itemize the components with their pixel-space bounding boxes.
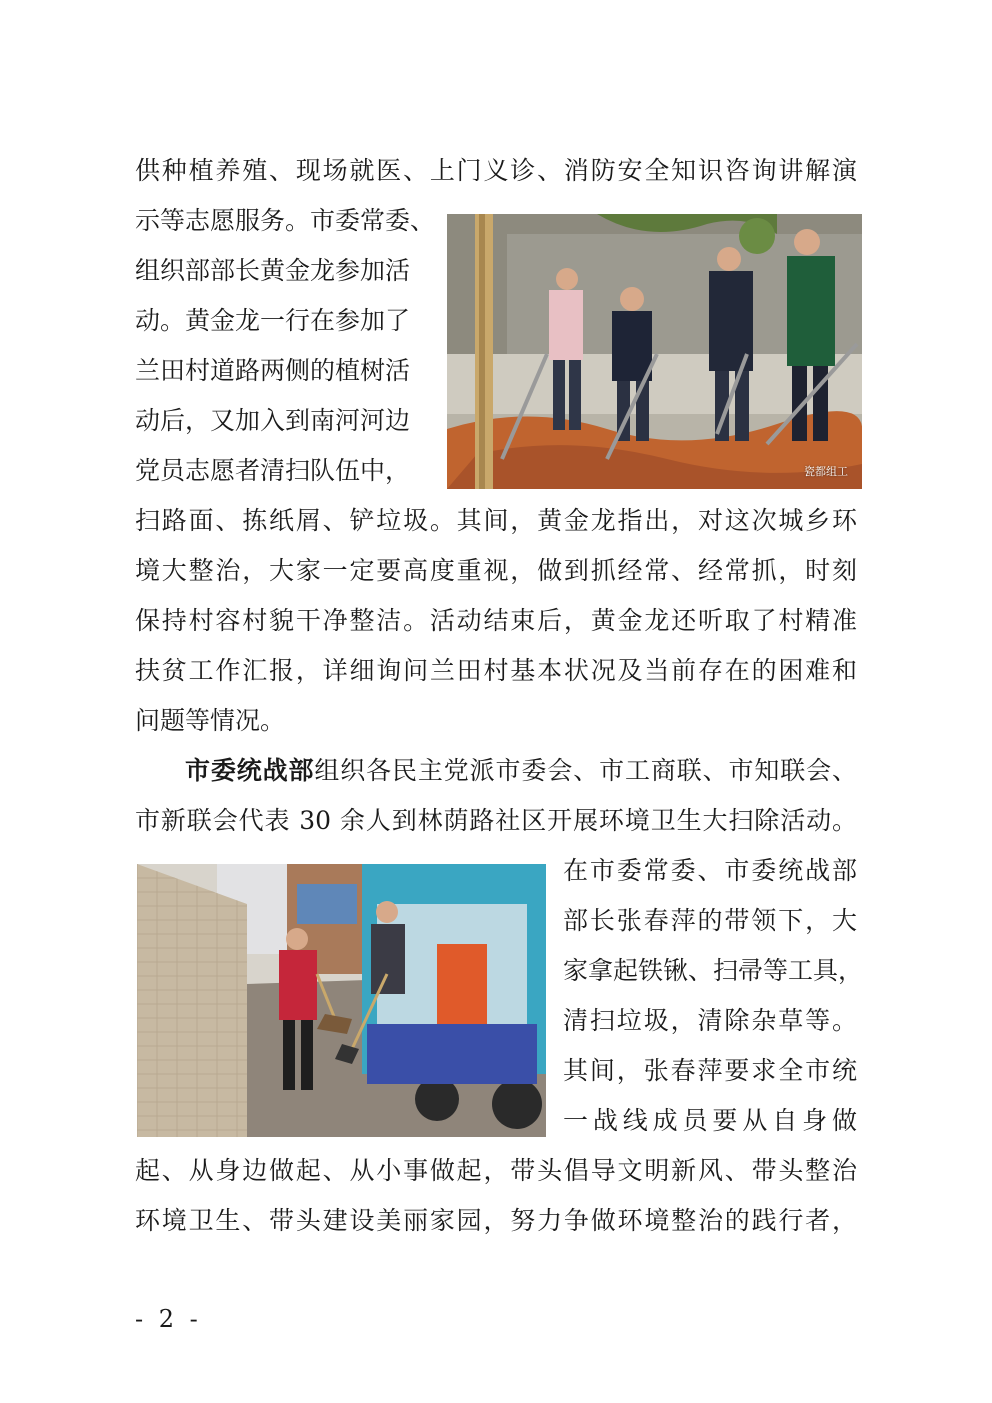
text-line: 供种植养殖、现场就医、上门义诊、消防安全知识咨询讲解演	[135, 156, 857, 185]
text-line: 部长张春萍的带领下，大	[563, 906, 857, 935]
photo-illustration	[447, 214, 862, 489]
text-line: 其间，张春萍要求全市统	[563, 1056, 857, 1085]
street-cleaning-photo	[137, 864, 546, 1137]
text-line: 一战线成员要从自身做	[563, 1106, 857, 1135]
text-span: 组织各民主党派市委会、市工商联、市知联会、	[314, 756, 857, 785]
text-line: 问题等情况。	[135, 706, 286, 735]
text-line: 扶贫工作汇报，详细询问兰田村基本状况及当前存在的困难和	[135, 656, 857, 685]
text-line: 在市委常委、市委统战部	[563, 856, 857, 885]
text-line: 动。黄金龙一行在参加了	[135, 306, 411, 335]
text-line: 示等志愿服务。市委常委、	[135, 206, 436, 235]
bold-lead: 市委统战部	[185, 756, 315, 785]
text-line: 起、从身边做起、从小事做起，带头倡导文明新风、带头整治	[135, 1156, 857, 1185]
text-line: 环境卫生、带头建设美丽家园，努力争做环境整治的践行者，	[135, 1206, 857, 1235]
text-line: 市新联会代表 30 余人到林荫路社区开展环境卫生大扫除活动。	[135, 806, 857, 835]
text-line: 党员志愿者清扫队伍中，	[135, 456, 411, 485]
text-line: 动后，又加入到南河河边	[135, 406, 411, 435]
text-line: 组织部部长黄金龙参加活	[135, 256, 411, 285]
text-line: 兰田村道路两侧的植树活	[135, 356, 411, 385]
text-line: 清扫垃圾，清除杂草等。	[563, 1006, 857, 1035]
tree-planting-photo	[447, 214, 862, 489]
text-line: 扫路面、拣纸屑、铲垃圾。其间，黄金龙指出，对这次城乡环	[135, 506, 857, 535]
watermark-label: 瓷都组工	[804, 465, 848, 478]
photo-illustration	[137, 864, 546, 1137]
text-line: 家拿起铁锹、扫帚等工具，	[563, 956, 864, 985]
text-line	[185, 746, 857, 796]
page-number: - 2 -	[135, 1305, 202, 1333]
text-line: 保持村容村貌干净整洁。活动结束后，黄金龙还听取了村精准	[135, 606, 857, 635]
text-line: 境大整治，大家一定要高度重视，做到抓经常、经常抓，时刻	[135, 556, 857, 585]
